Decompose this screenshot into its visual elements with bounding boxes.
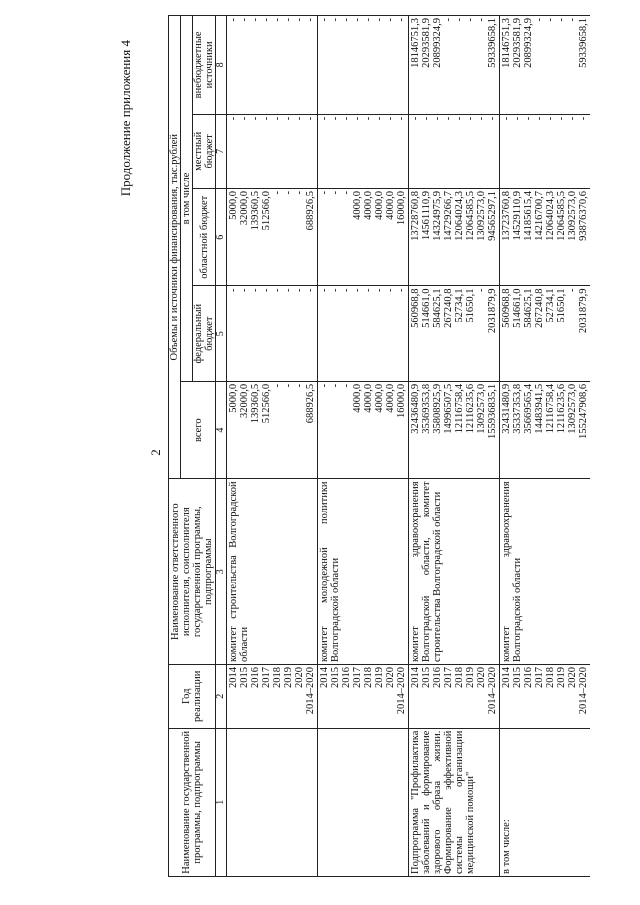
year-value: 2018 [363,666,374,688]
year-value: 2016 [250,666,261,688]
header-local: местный бюджет [193,114,216,188]
total-value: 139360,5 [250,383,261,424]
offbudget-value: - [352,18,363,22]
federal-value: - [294,288,305,292]
federal-value: - [319,288,330,292]
total-value: 4000,0 [385,383,396,413]
regional-value: - [283,190,294,195]
federal-cell [409,286,500,381]
federal-value: 267240,8 [443,288,454,328]
header-regional: областной бюджет [193,188,216,286]
federal-value: 52734,1 [545,288,556,323]
total-value: 12116235,6 [556,383,567,434]
regional-value: 12064024,3 [454,190,465,241]
local-cell [500,114,591,188]
federal-value: - [261,288,272,292]
total-value: 14483941,5 [534,383,545,434]
regional-value: 14216700,7 [534,190,545,241]
regional-cell [500,188,591,286]
total-cell [318,381,409,479]
year-value: 2020 [385,666,396,688]
offbudget-value: - [228,18,239,22]
offbudget-value: - [319,18,330,22]
header-total: всего [181,381,216,479]
program-name-cell [227,728,318,876]
local-value: - [352,116,363,121]
total-value: 32436480,9 [410,383,421,434]
federal-value: 2031879,9 [578,288,589,334]
year-value: 2020 [294,666,305,688]
total-value: 12116235,6 [465,383,476,434]
year-value: 2017 [261,666,272,688]
federal-value: - [374,288,385,292]
year-value: 2014–2020 [487,666,498,715]
federal-value: - [239,288,250,292]
column-number: 5 [216,286,227,381]
offbudget-value: - [396,18,407,22]
total-value: - [294,383,305,388]
local-value: - [410,116,421,121]
header-offbudget: внебюджетные источники [193,16,216,115]
regional-value: 13092573,0 [567,190,578,241]
local-value: - [556,116,567,121]
local-value: - [487,116,498,121]
local-value: - [283,116,294,121]
total-value: 16000,0 [396,383,407,419]
offbudget-value: - [476,18,487,22]
total-value: 155936835,1 [487,383,498,440]
total-value: 12116758,4 [454,383,465,434]
year-value: 2018 [272,666,283,688]
regional-value: 5000,0 [228,190,239,220]
offbudget-value: 59339658,1 [487,18,498,68]
offbudget-value: - [567,18,578,22]
local-value: - [319,116,330,121]
total-value: 12116758,4 [545,383,556,434]
year-value: 2019 [283,666,294,688]
total-value: 13092573,0 [476,383,487,434]
regional-value: - [272,190,283,195]
total-value: - [330,383,341,388]
federal-value: - [283,288,294,292]
total-value: 155247908,6 [578,383,589,440]
local-value: - [330,116,341,121]
year-cell [500,664,591,728]
year-value: 2018 [454,666,465,688]
offbudget-value: - [330,18,341,22]
year-value: 2018 [545,666,556,688]
regional-value: 16000,0 [396,190,407,226]
federal-value: 267240,8 [534,288,545,328]
regional-value: - [319,190,330,195]
total-value: 14996507,5 [443,383,454,434]
table-row [318,16,409,877]
regional-value: 14324975,9 [432,190,443,241]
total-cell [409,381,500,479]
federal-value: 51650,1 [556,288,567,323]
year-value: 2020 [567,666,578,688]
local-cell [227,114,318,188]
year-cell [227,664,318,728]
column-number: 4 [216,381,227,479]
local-value: - [363,116,374,121]
regional-value: - [341,190,352,195]
local-value: - [523,116,534,121]
column-number: 1 [216,728,227,876]
year-value: 2019 [374,666,385,688]
local-cell [409,114,500,188]
year-value: 2014 [410,666,421,688]
year-value: 2016 [432,666,443,688]
total-value: 5000,0 [228,383,239,413]
federal-value: 560968,8 [501,288,512,328]
federal-value: 2031879,9 [487,288,498,334]
total-value: 32431480,9 [501,383,512,434]
federal-value: - [272,288,283,292]
year-value: 2014–2020 [396,666,407,715]
offbudget-value: 20899324,9 [523,18,534,68]
regional-cell [227,188,318,286]
total-cell [227,381,318,479]
total-value: 512566,0 [261,383,272,424]
local-value: - [534,116,545,121]
regional-cell [318,188,409,286]
local-value: - [385,116,396,121]
offbudget-value: - [272,18,283,22]
header-volumes: Объемы и источники финансирования, тыс.рублей [169,16,181,479]
offbudget-value: 59339658,1 [578,18,589,68]
year-value: 2019 [556,666,567,688]
total-value: 35669565,4 [523,383,534,434]
total-value: 32000,0 [239,383,250,419]
year-value: 2017 [352,666,363,688]
local-value: - [374,116,385,121]
regional-value: 14561110,9 [421,190,432,241]
federal-value: 560968,8 [410,288,421,328]
regional-value: 14185615,4 [523,190,534,241]
total-value: 4000,0 [363,383,374,413]
local-value: - [261,116,272,121]
regional-value: 12064024,3 [545,190,556,241]
table-body [227,16,591,877]
local-value: - [501,116,512,121]
federal-value: - [352,288,363,292]
financing-table [168,15,590,877]
offbudget-value: - [465,18,476,22]
year-cell [318,664,409,728]
total-value: 35808925,9 [432,383,443,434]
year-value: 2014 [501,666,512,688]
regional-value: 14529110,9 [512,190,523,241]
header-year: Год реализации [169,664,216,728]
federal-value: - [228,288,239,292]
local-cell [318,114,409,188]
federal-value: - [385,288,396,292]
offbudget-value: - [341,18,352,22]
regional-value: 32000,0 [239,190,250,226]
regional-value: 12064585,5 [465,190,476,241]
program-name-cell: в том числе: [500,728,591,876]
federal-value: 584625,1 [523,288,534,328]
year-value: 2019 [465,666,476,688]
local-value: - [567,116,578,121]
offbudget-value: - [545,18,556,22]
total-value: - [272,383,283,388]
year-value: 2015 [421,666,432,688]
regional-value: 139360,5 [250,190,261,231]
regional-value: 4000,0 [363,190,374,220]
year-value: 2014 [319,666,330,688]
offbudget-value: - [239,18,250,22]
federal-value: - [330,288,341,292]
continuation-title: Продолжение приложения 4 [118,40,133,197]
offbudget-cell [409,16,500,115]
table-row [227,16,318,877]
offbudget-value: - [363,18,374,22]
local-value: - [228,116,239,121]
local-value: - [454,116,465,121]
federal-value: - [396,288,407,292]
column-number-row [216,16,227,877]
total-value: 35337353,8 [512,383,523,434]
regional-value: 512566,0 [261,190,272,231]
local-value: - [512,116,523,121]
local-value: - [272,116,283,121]
federal-cell [500,286,591,381]
year-cell [409,664,500,728]
regional-value: 12064585,5 [556,190,567,241]
year-value: 2017 [443,666,454,688]
program-name-cell: Подпрограмма "Профилактика заболеваний и формирование здорового образа жизни. Формирование эффективной системы организации медицинской помощи" [409,728,500,876]
total-value: - [319,383,330,388]
federal-value: - [363,288,374,292]
year-value: 2015 [512,666,523,688]
local-value: - [578,116,589,121]
page-number: 2 [148,449,163,456]
local-value: - [443,116,454,121]
total-value: 688926,5 [305,383,316,424]
local-value: - [432,116,443,121]
offbudget-value: 20293581,9 [512,18,523,68]
year-value: 2017 [534,666,545,688]
year-value: 2014–2020 [305,666,316,715]
regional-value: - [294,190,305,195]
offbudget-value: - [454,18,465,22]
executor-cell: комитет строительства Волгоградской области [227,479,318,665]
offbudget-value: 18146751,3 [410,18,421,68]
header-federal: федеральный бюджет [193,286,216,381]
local-value: - [476,116,487,121]
local-value: - [294,116,305,121]
offbudget-value: - [534,18,545,22]
total-value: 4000,0 [374,383,385,413]
local-value: - [341,116,352,121]
executor-cell: комитет здравоохранения Волгоградской области [500,479,591,665]
total-value: - [283,383,294,388]
total-value: 4000,0 [352,383,363,413]
total-cell [500,381,591,479]
year-value: 2015 [239,666,250,688]
column-number: 2 [216,664,227,728]
local-value: - [250,116,261,121]
column-number: 7 [216,114,227,188]
table-row [409,16,500,877]
total-value: - [341,383,352,388]
local-value: - [239,116,250,121]
offbudget-value: - [283,18,294,22]
offbudget-value: - [443,18,454,22]
offbudget-value: - [261,18,272,22]
header-including: в том числе [181,16,193,382]
federal-value: - [567,288,578,292]
offbudget-cell [227,16,318,115]
federal-cell [227,286,318,381]
offbudget-value: - [374,18,385,22]
total-value: 35369353,8 [421,383,432,434]
offbudget-value: 20293581,9 [421,18,432,68]
header-name: Наименование государственной программы, подпрограммы [169,728,216,876]
offbudget-value: - [305,18,316,22]
offbudget-value: 20899324,9 [432,18,443,68]
year-value: 2014 [228,666,239,688]
regional-value: 13092573,0 [476,190,487,241]
federal-value: - [476,288,487,292]
executor-cell: комитет здравоохранения Волгоградской области, комитет строительства Волгоградской области [409,479,500,665]
federal-value: 514661,0 [512,288,523,328]
federal-value: - [250,288,261,292]
table-row [500,16,591,877]
year-value: 2016 [341,666,352,688]
offbudget-cell [500,16,591,115]
local-value: - [545,116,556,121]
local-value: - [305,116,316,121]
regional-cell [409,188,500,286]
year-value: 2020 [476,666,487,688]
regional-value: 688926,5 [305,190,316,231]
offbudget-value: - [556,18,567,22]
offbudget-cell [318,16,409,115]
executor-cell: комитет молодежной политики Волгоградской области [318,479,409,665]
federal-value: - [305,288,316,292]
regional-value: 4000,0 [385,190,396,220]
offbudget-value: - [294,18,305,22]
federal-value: 584625,1 [432,288,443,328]
column-number: 6 [216,188,227,286]
federal-value: 514661,0 [421,288,432,328]
federal-cell [318,286,409,381]
local-value: - [396,116,407,121]
federal-value: - [341,288,352,292]
regional-value: 14729266,7 [443,190,454,241]
regional-value: 13728760,8 [410,190,421,241]
regional-value: - [330,190,341,195]
year-value: 2016 [523,666,534,688]
offbudget-value: - [250,18,261,22]
column-number: 8 [216,16,227,115]
federal-value: 51650,1 [465,288,476,323]
regional-value: 93876370,6 [578,190,589,241]
regional-value: 13723760,8 [501,190,512,241]
year-value: 2015 [330,666,341,688]
year-value: 2014–2020 [578,666,589,715]
header-executor: Наименование ответственного исполнителя, соисполнителя государственной программы, подпрограммы [169,479,216,665]
regional-value: 4000,0 [352,190,363,220]
total-value: 13092573,0 [567,383,578,434]
offbudget-value: - [385,18,396,22]
program-name-cell [318,728,409,876]
offbudget-value: 18146751,3 [501,18,512,68]
regional-value: 4000,0 [374,190,385,220]
federal-value: 52734,1 [454,288,465,323]
regional-value: 94565297,1 [487,190,498,241]
local-value: - [421,116,432,121]
column-number: 3 [216,479,227,665]
local-value: - [465,116,476,121]
